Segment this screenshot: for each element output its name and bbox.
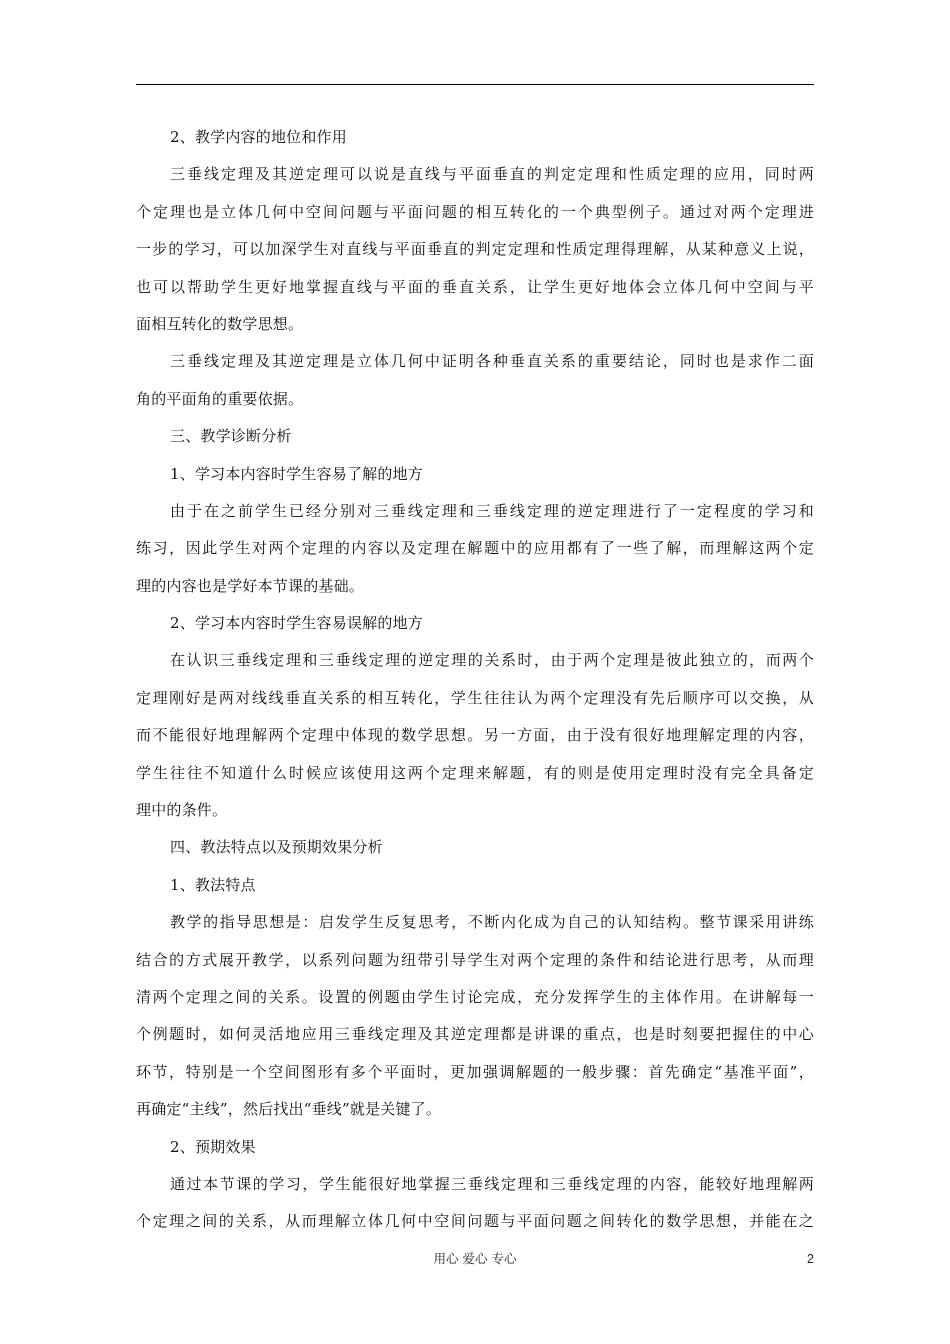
paragraph-line: 理的内容也是学好本节课的基础。	[136, 576, 365, 595]
paragraph-line: 个例题时，如何灵活地应用三垂线定理及其逆定理都是讲课的重点，也是时刻要把握住的中心	[136, 1025, 814, 1044]
paragraph-line: 清两个定理之间的关系。设置的例题由学生讨论完成，充分发挥学生的主体作用。在讲解每一	[136, 987, 814, 1006]
section-heading: 2、教学内容的地位和作用	[170, 128, 347, 146]
paragraph-line: 教学的指导思想是：启发学生反复思考，不断内化成为自己的认知结构。整节课采用讲练	[170, 913, 814, 932]
paragraph-line: 定理刚好是两对线线垂直关系的相互转化，学生往往认为两个定理没有先后顺序可以交换，从	[136, 688, 814, 707]
paragraph-line: 结合的方式展开教学，以系列问题为纽带引导学生对两个定理的条件和结论进行思考，从而理	[136, 950, 814, 969]
paragraph-line: 再确定“主线”，然后找出“垂线”就是关键了。	[136, 1100, 442, 1119]
paragraph-line: 理中的条件。	[136, 801, 228, 820]
section-heading: 四、教法特点以及预期效果分析	[170, 838, 383, 857]
paragraph-line: 通过本节课的学习，学生能很好地掌握三垂线定理和三垂线定理的内容，能较好地理解两	[170, 1174, 814, 1193]
paragraph-line: 也可以帮助学生更好地掌握直线与平面的垂直关系，让学生更好地体会立体几何中空间与平	[136, 277, 814, 296]
page-number: 2	[807, 1252, 814, 1266]
paragraph-line: 环节，特别是一个空间图形有多个平面时，更加强调解题的一般步骤：首先确定“基准平面”，	[136, 1062, 814, 1081]
paragraph-line: 面相互转化的数学思想。	[136, 314, 304, 333]
section-heading: 三、教学诊断分析	[170, 427, 292, 446]
paragraph-line: 而不能很好地理解两个定理中体现的数学思想。另一方面，由于没有很好地理解定理的内容，	[136, 726, 814, 745]
section-heading: 1、教法特点	[170, 875, 256, 894]
paragraph-line: 学生往往不知道什么时候应该使用这两个定理来解题，有的则是使用定理时没有完全具备定	[136, 763, 814, 782]
paragraph-line: 角的平面角的重要依据。	[136, 389, 304, 408]
paragraph-line: 由于在之前学生已经分别对三垂线定理和三垂线定理的逆定理进行了一定程度的学习和	[170, 501, 814, 520]
footer-slogan: 用心 爱心 专心	[433, 1251, 517, 1266]
header-rule	[136, 84, 814, 85]
document-body	[136, 119, 814, 1241]
section-heading: 2、预期效果	[170, 1137, 256, 1156]
paragraph-line: 个定理之间的关系，从而理解立体几何中空间问题与平面问题之间转化的数学思想，并能在之	[136, 1212, 814, 1231]
paragraph-line: 三垂线定理及其逆定理可以说是直线与平面垂直的判定定理和性质定理的应用，同时两	[170, 165, 814, 184]
section-heading: 1、学习本内容时学生容易了解的地方	[170, 464, 423, 483]
paragraph-line: 练习，因此学生对两个定理的内容以及定理在解题中的应用都有了一些了解，而理解这两个定	[136, 539, 814, 558]
paragraph-line: 三垂线定理及其逆定理是立体几何中证明各种垂直关系的重要结论，同时也是求作二面	[170, 352, 814, 371]
paragraph-line: 一步的学习，可以加深学生对直线与平面垂直的判定定理和性质定理得理解，从某种意义上说，	[136, 240, 814, 259]
paragraph-line: 在认识三垂线定理和三垂线定理的逆定理的关系时，由于两个定理是彼此独立的，而两个	[170, 651, 814, 670]
paragraph-line: 个定理也是立体几何中空间问题与平面问题的相互转化的一个典型例子。通过对两个定理进	[136, 202, 814, 221]
section-heading: 2、学习本内容时学生容易误解的地方	[170, 614, 423, 633]
